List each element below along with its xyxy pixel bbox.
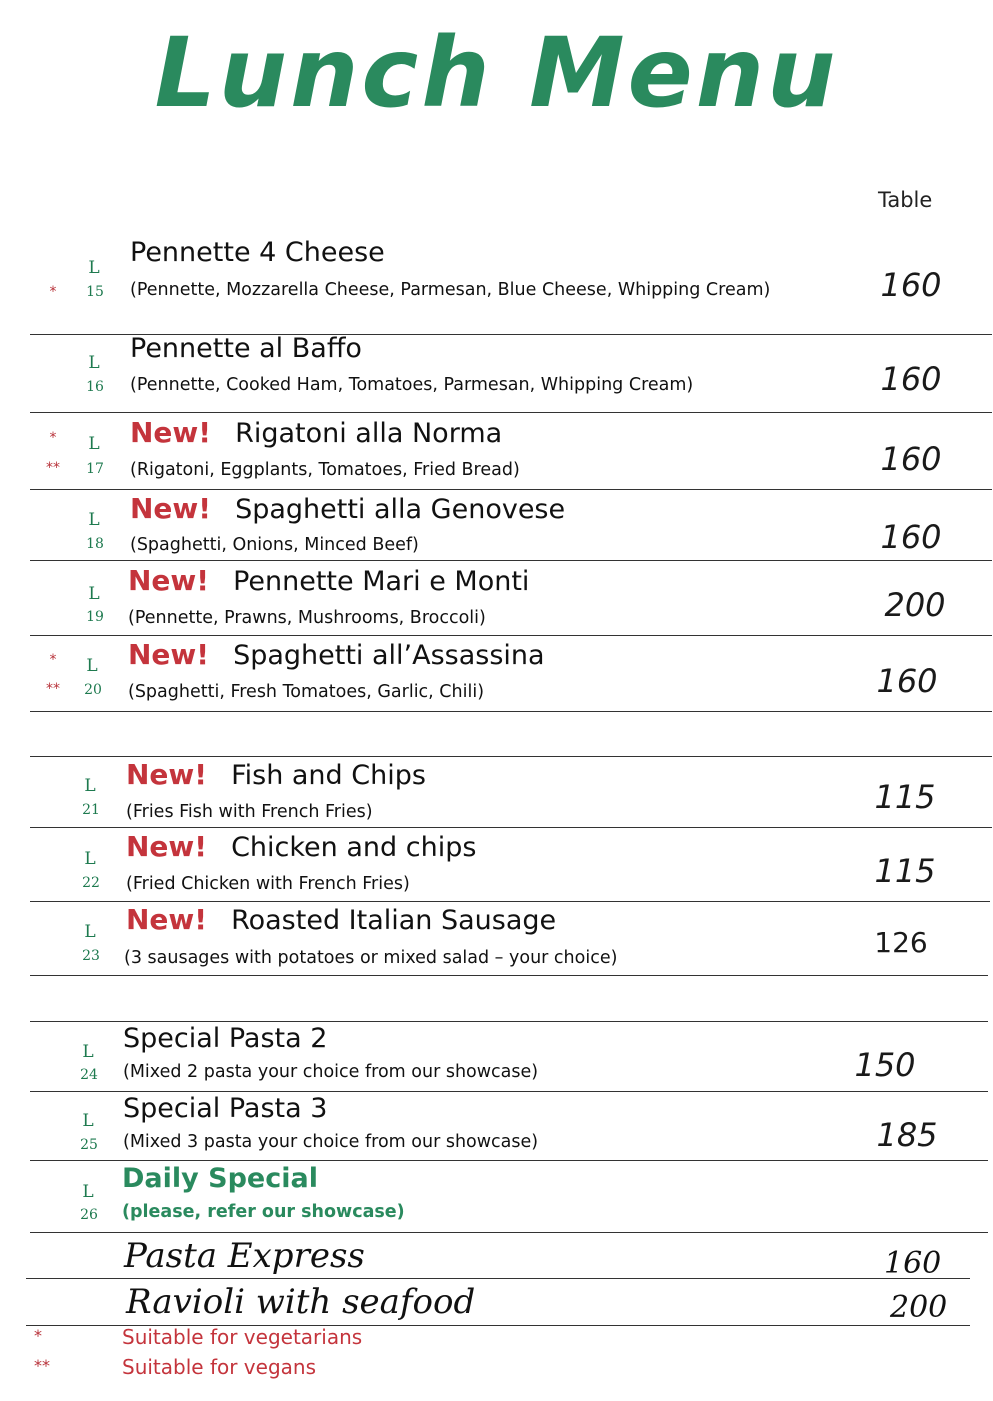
vegetarian-marker: *	[49, 652, 57, 668]
item-price: 160	[884, 1246, 942, 1281]
legend-veg-symbol: *	[34, 1326, 42, 1345]
item-description: (Rigatoni, Eggplants, Tomatoes, Fried Bread)	[130, 460, 520, 480]
legend-vegan-symbol: **	[34, 1356, 50, 1375]
item-price: 126	[874, 926, 928, 959]
item-description: (3 sausages with potatoes or mixed salad – your choice)	[124, 948, 618, 968]
item-name-text: Rigatoni alla Norma	[235, 418, 503, 449]
item-name: Pasta Express	[124, 1236, 365, 1276]
item-code-number: 21	[82, 802, 100, 818]
item-code-letter: L	[88, 434, 100, 454]
item-name: Ravioli with seafood	[126, 1282, 476, 1322]
item-price: 115	[874, 778, 936, 816]
item-code-number: 20	[84, 682, 102, 698]
item-code-letter: L	[86, 656, 98, 676]
new-badge: New!	[130, 492, 212, 525]
item-name-text: Roasted Italian Sausage	[231, 905, 557, 936]
item-code-number: 16	[86, 379, 104, 395]
item-description: (Fries Fish with French Fries)	[126, 802, 373, 822]
item-code-number: 25	[80, 1137, 98, 1153]
item-code-letter: L	[84, 849, 96, 869]
item-price: 160	[880, 440, 942, 478]
item-price: 160	[876, 662, 938, 700]
new-badge: New!	[126, 903, 208, 936]
vegan-marker: **	[46, 681, 60, 697]
divider	[30, 1232, 988, 1233]
item-price: 160	[880, 266, 942, 304]
item-name: Daily Special	[122, 1163, 318, 1194]
item-name	[130, 418, 502, 449]
item-price: 200	[884, 586, 946, 624]
vegan-marker: **	[46, 460, 60, 476]
item-code-letter: L	[88, 584, 100, 604]
legend-veg-text: Suitable for vegetarians	[122, 1325, 363, 1349]
item-description: (Pennette, Mozzarella Cheese, Parmesan, Blue Cheese, Whipping Cream)	[130, 280, 771, 300]
item-name-text: Fish and Chips	[231, 760, 426, 791]
item-description: (Mixed 2 pasta your choice from our showcase)	[123, 1062, 539, 1082]
item-description: (Pennette, Cooked Ham, Tomatoes, Parmesan, Whipping Cream)	[130, 375, 694, 395]
item-code-number: 26	[80, 1207, 98, 1223]
divider	[30, 901, 990, 902]
item-code-letter: L	[88, 353, 100, 373]
item-description: (Fried Chicken with French Fries)	[126, 874, 410, 894]
item-code-number: 17	[86, 461, 104, 477]
divider	[30, 827, 992, 828]
divider	[26, 1278, 970, 1279]
item-description: (Spaghetti, Fresh Tomatoes, Garlic, Chili)	[128, 682, 485, 702]
divider	[30, 756, 992, 757]
item-code-number: 18	[86, 536, 104, 552]
divider	[30, 489, 992, 490]
new-badge: New!	[126, 758, 208, 791]
new-badge: New!	[128, 564, 210, 597]
item-price: 115	[874, 852, 936, 890]
divider	[30, 975, 988, 976]
item-price: 150	[854, 1046, 916, 1084]
item-name-text: Spaghetti alla Genovese	[235, 494, 566, 525]
item-name	[126, 760, 426, 791]
item-price: 160	[880, 360, 942, 398]
item-name-text: Spaghetti all’Assassina	[233, 640, 545, 671]
item-name	[126, 905, 556, 936]
item-description: (Mixed 3 pasta your choice from our showcase)	[123, 1132, 539, 1152]
item-code-letter: L	[82, 1182, 94, 1202]
divider	[30, 412, 992, 413]
item-name: Special Pasta 2	[123, 1023, 328, 1054]
item-description: (Spaghetti, Onions, Minced Beef)	[130, 535, 419, 555]
divider	[30, 1160, 988, 1161]
item-description: (please, refer our showcase)	[122, 1202, 405, 1222]
item-name: Pennette al Baffo	[130, 333, 362, 364]
item-code-letter: L	[88, 510, 100, 530]
item-name	[126, 832, 476, 863]
price-column-header: Table	[878, 188, 933, 212]
new-badge: New!	[128, 638, 210, 671]
item-code-number: 15	[86, 284, 104, 300]
vegetarian-marker: *	[49, 284, 57, 300]
new-badge: New!	[126, 830, 208, 863]
vegetarian-marker: *	[49, 430, 57, 446]
item-code-number: 23	[82, 948, 100, 964]
item-code-letter: L	[82, 1042, 94, 1062]
item-price: 185	[876, 1116, 938, 1154]
item-name	[130, 494, 565, 525]
item-code-number: 22	[82, 875, 100, 891]
divider	[30, 560, 992, 561]
item-price: 160	[880, 518, 942, 556]
item-description: (Pennette, Prawns, Mushrooms, Broccoli)	[128, 608, 486, 628]
item-name-text: Pennette Mari e Monti	[233, 566, 530, 597]
item-name: Pennette 4 Cheese	[130, 237, 385, 268]
item-code-number: 19	[86, 609, 104, 625]
item-code-letter: L	[82, 1111, 94, 1131]
divider	[30, 635, 992, 636]
new-badge: New!	[130, 416, 212, 449]
divider	[30, 1091, 988, 1092]
item-code-letter: L	[84, 776, 96, 796]
divider	[30, 711, 992, 712]
menu-title: Lunch Menu	[154, 17, 839, 129]
item-code-letter: L	[84, 922, 96, 942]
item-name	[128, 640, 545, 671]
item-code-number: 24	[80, 1067, 98, 1083]
legend-vegan-text: Suitable for vegans	[122, 1355, 316, 1379]
item-name: Special Pasta 3	[123, 1093, 328, 1124]
item-price: 200	[890, 1290, 948, 1325]
divider	[30, 1021, 988, 1022]
item-name	[128, 566, 529, 597]
item-code-letter: L	[88, 258, 100, 278]
item-name-text: Chicken and chips	[231, 832, 477, 863]
